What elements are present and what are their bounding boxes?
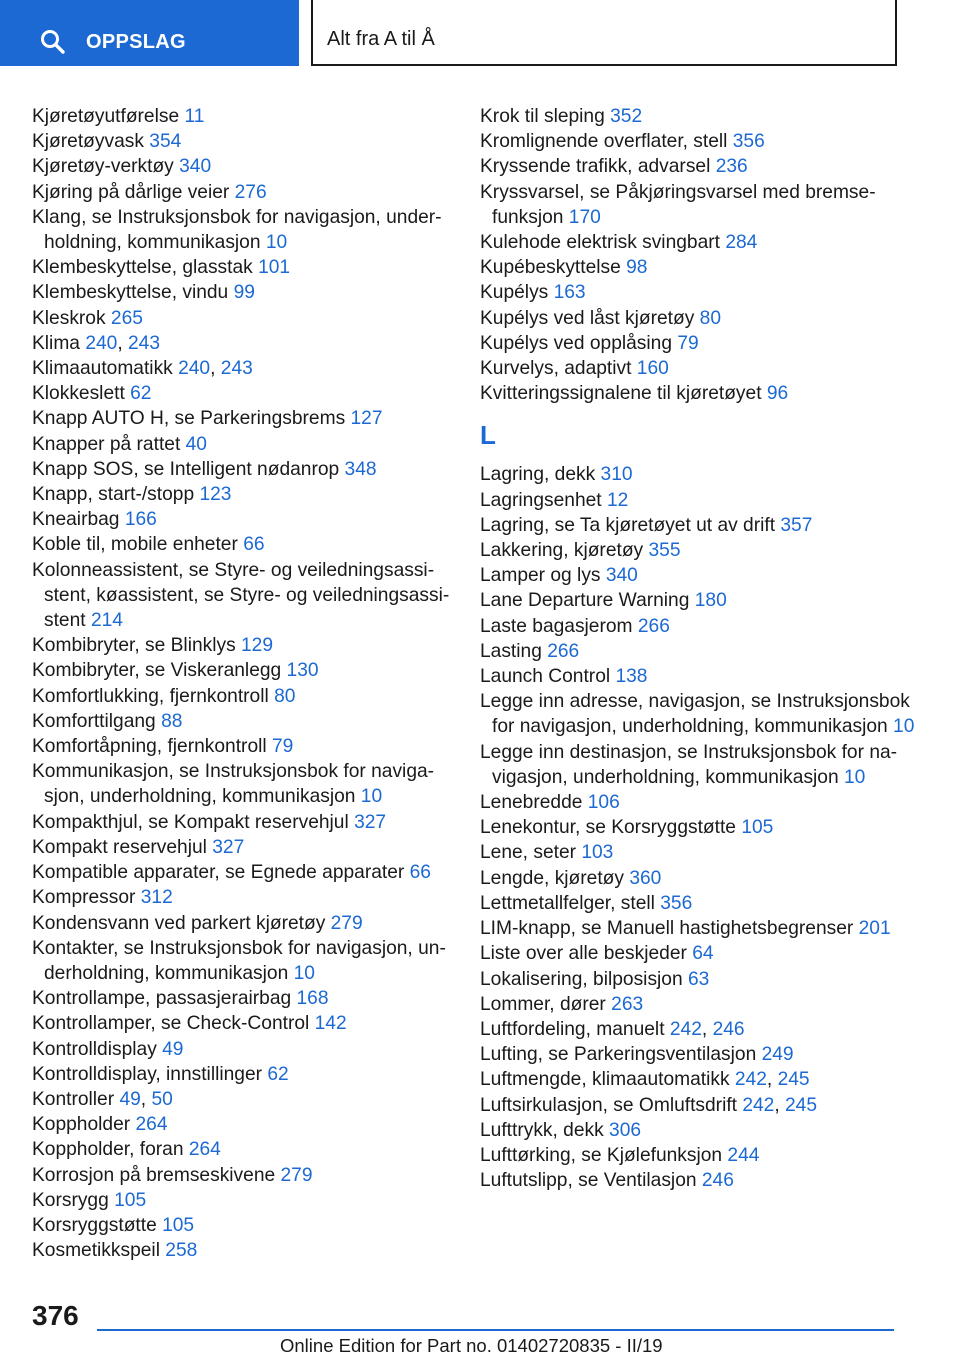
index-entry <box>480 891 925 916</box>
page-reference-link[interactable]: 62 <box>267 1063 289 1085</box>
index-term: Lenebredde <box>480 792 588 814</box>
index-term: Komforttilgang <box>32 710 162 732</box>
search-tab-label: OPPSLAG <box>86 31 186 53</box>
index-term: Lenekontur, se Korsryggstøtte <box>480 817 742 839</box>
index-term: Lakkering, kjøretøy <box>480 540 649 562</box>
page-reference-link[interactable]: 356 <box>660 892 693 914</box>
page-reference-link[interactable]: 306 <box>609 1119 642 1141</box>
index-entry <box>32 1037 452 1062</box>
index-term: Kneairbag <box>32 509 125 531</box>
index-entry <box>32 1137 452 1162</box>
index-entry <box>480 154 925 179</box>
page-reference-link[interactable]: 105 <box>741 817 774 839</box>
index-term: Kompakthjul, se Kompakt reservehjul <box>32 811 355 833</box>
index-term: Kjøretøyvask <box>32 131 150 153</box>
page-reference-link[interactable]: 123 <box>199 484 232 506</box>
page-reference-link[interactable]: 106 <box>587 792 620 814</box>
index-entry <box>32 1213 452 1238</box>
index-entry <box>32 406 452 431</box>
index-term: Lokalisering, bilposisjon <box>480 968 688 990</box>
index-entry <box>480 588 925 613</box>
index-entry <box>480 563 925 588</box>
page-reference-link[interactable]: 10 <box>843 766 866 788</box>
page-reference-link[interactable]: 263 <box>611 993 644 1015</box>
index-entry <box>32 658 452 683</box>
page-reference-link[interactable]: 354 <box>149 131 182 153</box>
index-entry <box>32 180 452 205</box>
index-term: Kontrollamper, se Check-Control <box>32 1013 315 1035</box>
page-reference-link[interactable]: 246 <box>701 1170 734 1192</box>
index-entry: Kontroller 49, 50 <box>32 1088 173 1110</box>
index-term: Kryssende trafikk, advarsel <box>480 156 716 178</box>
page-reference-link[interactable]: 127 <box>350 408 383 430</box>
page-reference-link[interactable]: 66 <box>409 862 431 884</box>
index-term: Korsrygg <box>32 1189 115 1211</box>
index-entry: Klima 240, 243 <box>32 332 161 354</box>
index-entry <box>480 941 925 966</box>
index-term: Klembeskyttelse, vindu <box>32 282 234 304</box>
index-entry <box>480 967 925 992</box>
index-term: Kontrolldisplay <box>32 1038 163 1060</box>
page-reference-link[interactable]: 327 <box>212 836 245 858</box>
index-term: Koppholder, foran <box>32 1139 189 1161</box>
index-entry <box>32 709 452 734</box>
page-reference-link[interactable]: 355 <box>648 540 681 562</box>
page-reference-link[interactable]: 142 <box>314 1013 347 1035</box>
page-reference-link[interactable]: 101 <box>258 257 291 279</box>
index-entry <box>32 936 452 986</box>
index-column-right <box>480 104 925 1193</box>
index-term: Luftfordeling, manuelt <box>480 1018 670 1040</box>
index-term: Lamper og lys <box>480 565 606 587</box>
index-term: Kjøretøyutførelse <box>32 106 185 127</box>
index-entry <box>480 462 925 487</box>
index-entry <box>480 255 925 280</box>
index-entry <box>32 633 452 658</box>
footer-divider <box>97 1329 894 1331</box>
page-reference-link[interactable]: 88 <box>161 710 183 732</box>
page-reference-link[interactable]: 327 <box>354 811 387 833</box>
page-reference-link[interactable]: 348 <box>344 458 377 480</box>
index-entry <box>480 1042 925 1067</box>
index-term: Klokkeslett <box>32 383 131 405</box>
index-entry <box>32 432 452 457</box>
index-entry <box>32 507 452 532</box>
index-entry <box>32 280 452 305</box>
section-letter-heading: L <box>480 420 496 451</box>
page-reference-link[interactable]: 310 <box>600 464 633 486</box>
page-reference-link[interactable]: 80 <box>699 307 722 329</box>
page-reference-link[interactable]: 99 <box>233 282 255 304</box>
page-reference-link[interactable]: 249 <box>761 1044 794 1066</box>
index-term: Legge inn adresse, navigasjon, se Instruksjonsbok for navigasjon, underholdning, kommunikasjon <box>480 691 910 738</box>
index-entry <box>480 1168 925 1193</box>
page-reference-link[interactable]: 130 <box>286 660 319 682</box>
index-term: Legge inn destinasjon, se Instruksjonsbok for navigasjon, underholdning, kommunikasjon <box>480 741 898 788</box>
index-term: Kolonneassistent, se Styre- og veiledningsassistent, køassistent, se Styre- og veiledningsassistent <box>32 559 450 632</box>
index-entry <box>32 1188 452 1213</box>
page-reference-link[interactable]: 79 <box>271 736 294 758</box>
page-reference-link[interactable]: 264 <box>135 1114 168 1136</box>
index-term: Lene, seter <box>480 842 582 864</box>
index-entry <box>32 154 452 179</box>
index-term: Knapp, start-/stopp <box>32 484 200 506</box>
index-term: Koppholder <box>32 1114 136 1136</box>
page-reference-link[interactable]: 245 <box>785 1094 818 1116</box>
index-term: Klima <box>32 332 86 354</box>
page-reference-link[interactable]: 12 <box>606 489 629 511</box>
index-term: Kombibryter, se Viskeranlegg <box>32 660 287 682</box>
index-term: Komfortlukking, fjernkontroll <box>32 685 275 707</box>
index-term: Luftutslipp, se Ventilasjon <box>480 1170 702 1192</box>
index-entry <box>32 734 452 759</box>
index-term: Lufttørking, se Kjølefunksjon <box>480 1144 728 1166</box>
index-entry <box>480 104 925 129</box>
index-term: Koble til, mobile enheter <box>32 534 244 556</box>
index-entry: Luftfordeling, manuelt 242, 246 <box>480 1018 745 1040</box>
index-term: Lagring, dekk <box>480 464 601 486</box>
page-reference-link[interactable]: 170 <box>568 206 601 228</box>
index-term: Lasting <box>480 640 548 662</box>
page-reference-link[interactable]: 266 <box>637 615 670 637</box>
index-term: Lengde, kjøretøy <box>480 867 630 889</box>
index-term: Kontroller <box>32 1088 120 1110</box>
index-term: Liste over alle beskjeder <box>480 943 693 965</box>
index-term: Luftsirkulasjon, se Omluftsdrift <box>480 1094 743 1116</box>
index-entry <box>32 1062 452 1087</box>
page-reference-link[interactable]: 243 <box>220 358 253 380</box>
page-reference-link[interactable]: 64 <box>692 943 714 965</box>
page-reference-link[interactable]: 276 <box>234 181 267 203</box>
index-entry <box>480 331 925 356</box>
page-reference-link[interactable]: 103 <box>581 842 614 864</box>
index-entry: Luftsirkulasjon, se Omluftsdrift 242, 245 <box>480 1094 818 1116</box>
page-reference-link[interactable]: 340 <box>179 156 212 178</box>
index-term: Knapp SOS, se Intelligent nødanrop <box>32 458 345 480</box>
page-reference-link[interactable]: 258 <box>165 1240 198 1262</box>
page-reference-link[interactable]: 10 <box>293 962 315 984</box>
index-term: Kulehode elektrisk svingbart <box>480 232 726 254</box>
index-column-left <box>32 104 452 1263</box>
index-term: Lagring, se Ta kjøretøyet ut av drift <box>480 514 781 536</box>
page-reference-link[interactable]: 98 <box>626 257 648 279</box>
page-reference-link[interactable]: 266 <box>547 640 580 662</box>
index-term: Kromlignende overflater, stell <box>480 131 733 153</box>
page-number: 376 <box>32 1300 79 1331</box>
index-term: Kontakter, se Instruksjonsbok for navigasjon, underholdning, kommunikasjon <box>32 937 446 984</box>
index-group-l <box>480 462 925 1193</box>
index-entry <box>32 205 452 255</box>
page-reference-link[interactable]: 284 <box>725 232 758 254</box>
page-reference-link[interactable]: 105 <box>114 1189 147 1211</box>
page-reference-link[interactable]: 96 <box>766 383 789 405</box>
index-term: Luftmengde, klimaautomatikk <box>480 1069 735 1091</box>
index-entry <box>480 129 925 154</box>
page-reference-link[interactable]: 242 <box>669 1018 702 1040</box>
index-term: Klembeskyttelse, glasstak <box>32 257 259 279</box>
page-reference-link[interactable]: 11 <box>184 106 205 127</box>
index-term: Lommer, dører <box>480 993 612 1015</box>
header-bar <box>0 0 960 66</box>
index-entry <box>32 1112 452 1137</box>
index-entry <box>480 614 925 639</box>
index-term: Knapp AUTO H, se Parkeringsbrems <box>32 408 351 430</box>
page-reference-link[interactable]: 240 <box>85 332 118 354</box>
index-term: Kontrollampe, passasjerairbag <box>32 988 297 1010</box>
index-term: Kompakt reservehjul <box>32 836 213 858</box>
index-term: Kompatible apparater, se Egnede apparater <box>32 862 410 884</box>
index-term: Klimaautomatikk <box>32 358 179 380</box>
page-reference-link[interactable]: 10 <box>265 232 288 254</box>
page-reference-link[interactable]: 244 <box>727 1144 760 1166</box>
index-term: Lufttrykk, dekk <box>480 1119 610 1141</box>
index-entry <box>32 835 452 860</box>
page-reference-link[interactable]: 279 <box>280 1164 313 1186</box>
index-entry <box>480 306 925 331</box>
index-term: Kondensvann ved parkert kjøretøy <box>32 912 331 934</box>
index-entry <box>480 280 925 305</box>
page-reference-link[interactable]: 168 <box>296 988 329 1010</box>
index-entry <box>480 790 925 815</box>
index-entry <box>32 860 452 885</box>
index-term: Kryssvarsel, se Påkjøringsvarsel med bremsefunksjon <box>480 181 876 228</box>
index-term: Korsryggstøtte <box>32 1214 163 1236</box>
index-entry <box>480 740 925 790</box>
index-entry <box>32 532 452 557</box>
index-entry <box>480 689 925 739</box>
index-entry <box>480 639 925 664</box>
page-reference-link[interactable]: 240 <box>178 358 211 380</box>
index-entry <box>480 866 925 891</box>
page-reference-link[interactable]: 265 <box>110 307 143 329</box>
page-reference-link[interactable]: 356 <box>732 131 765 153</box>
page-reference-link[interactable]: 40 <box>185 433 207 455</box>
index-entry <box>480 356 925 381</box>
page-reference-link[interactable]: 163 <box>553 282 586 304</box>
index-term: Launch Control <box>480 666 616 688</box>
index-term: Kosmetikkspeil <box>32 1240 166 1262</box>
index-entry <box>480 381 925 406</box>
index-entry <box>480 230 925 255</box>
index-entry <box>32 885 452 910</box>
page-reference-link[interactable]: 264 <box>188 1139 221 1161</box>
page-reference-link[interactable]: 80 <box>274 685 296 707</box>
page-reference-link[interactable]: 340 <box>605 565 638 587</box>
index-term: Kupélys ved opplåsing <box>480 332 678 354</box>
index-term: Kupélys <box>480 282 554 304</box>
page-reference-link[interactable]: 357 <box>780 514 813 536</box>
section-title-tab[interactable] <box>311 0 897 66</box>
index-term: Korrosjon på bremseskivene <box>32 1164 281 1186</box>
index-term: Kleskrok <box>32 307 111 329</box>
index-entry <box>32 482 452 507</box>
index-entry <box>32 684 452 709</box>
index-term: LIM-knapp, se Manuell hastighetsbegrenser <box>480 918 859 940</box>
page-reference-link[interactable]: 243 <box>128 332 161 354</box>
index-entry <box>480 488 925 513</box>
index-entry <box>32 457 452 482</box>
index-entry <box>480 513 925 538</box>
index-entry: Luftmengde, klimaautomatikk 242, 245 <box>480 1069 810 1091</box>
page-reference-link[interactable]: 360 <box>629 867 662 889</box>
page-reference-link[interactable]: 49 <box>162 1038 184 1060</box>
index-term: Lagringsenhet <box>480 489 607 511</box>
index-entry <box>480 840 925 865</box>
page-reference-link[interactable]: 10 <box>360 786 383 808</box>
page-reference-link[interactable]: 214 <box>90 610 123 632</box>
index-entry <box>32 1163 452 1188</box>
page-reference-link[interactable]: 242 <box>742 1094 775 1116</box>
index-term: Komfortåpning, fjernkontroll <box>32 736 272 758</box>
page-reference-link[interactable]: 279 <box>330 912 363 934</box>
page-reference-link[interactable]: 180 <box>694 590 727 612</box>
index-term: Kurvelys, adaptivt <box>480 358 637 380</box>
index-entry <box>32 255 452 280</box>
index-term: Lufting, se Parkeringsventilasjon <box>480 1044 762 1066</box>
page-reference-link[interactable]: 236 <box>715 156 748 178</box>
index-group-k <box>480 104 925 406</box>
index-term: Kjøretøy-verktøy <box>32 156 180 178</box>
search-tab[interactable] <box>0 0 299 66</box>
index-term: Lettmetallfelger, stell <box>480 892 661 914</box>
index-entry <box>32 381 452 406</box>
index-entry <box>480 1143 925 1168</box>
index-entry <box>32 911 452 936</box>
page-reference-link[interactable]: 79 <box>677 332 699 354</box>
index-entry <box>32 129 452 154</box>
index-entry <box>32 986 452 1011</box>
index-term: Laste bagasjerom <box>480 615 638 637</box>
index-entry <box>480 1118 925 1143</box>
index-entry <box>32 558 452 634</box>
index-entry <box>32 306 452 331</box>
index-entry <box>480 992 925 1017</box>
footer-edition-text: Online Edition for Part no. 01402720835 - II/19 <box>280 1335 663 1356</box>
page-reference-link[interactable]: 138 <box>615 666 648 688</box>
page-reference-link[interactable]: 246 <box>712 1018 745 1040</box>
page-reference-link[interactable]: 62 <box>130 383 152 405</box>
index-entry <box>480 538 925 563</box>
page-reference-link[interactable]: 63 <box>687 968 710 990</box>
page-reference-link[interactable]: 66 <box>243 534 265 556</box>
index-term: Kombibryter, se Blinklys <box>32 635 242 657</box>
index-term: Klang, se Instruksjonsbok for navigasjon, underholdning, kommunikasjon <box>32 206 442 254</box>
index-term: Kommunikasjon, se Instruksjonsbok for navigasjon, underholdning, kommunikasjon <box>32 761 435 808</box>
index-entry <box>32 1238 452 1263</box>
index-term: Kompressor <box>32 887 141 909</box>
page-reference-link[interactable]: 129 <box>241 635 274 657</box>
section-title: Alt fra A til Å <box>327 28 435 50</box>
page-reference-link[interactable]: 166 <box>124 509 157 531</box>
index-entry <box>32 759 452 809</box>
index-term: Kupélys ved låst kjøretøy <box>480 307 700 329</box>
page-reference-link[interactable]: 242 <box>734 1069 767 1091</box>
index-entry <box>480 180 925 230</box>
index-entry <box>32 1011 452 1036</box>
page-reference-link[interactable]: 352 <box>610 106 643 127</box>
page-reference-link[interactable]: 49 <box>119 1088 141 1110</box>
index-term: Lane Departure Warning <box>480 590 695 612</box>
page-reference-link[interactable]: 105 <box>162 1214 195 1236</box>
search-icon <box>40 29 66 55</box>
index-term: Kupébeskyttelse <box>480 257 627 279</box>
index-entry <box>32 104 452 129</box>
page-reference-link[interactable]: 245 <box>777 1069 810 1091</box>
index-entry: Klimaautomatikk 240, 243 <box>32 358 253 380</box>
index-entry <box>480 664 925 689</box>
index-entry <box>32 810 452 835</box>
page-reference-link[interactable]: 312 <box>140 887 173 909</box>
index-term: Kvitteringssignalene til kjøretøyet <box>480 383 767 405</box>
page-reference-link[interactable]: 160 <box>636 358 669 380</box>
page-reference-link[interactable]: 201 <box>858 918 891 940</box>
index-term: Knapper på rattet <box>32 433 186 455</box>
index-term: Krok til sleping <box>480 106 611 127</box>
index-entry <box>480 815 925 840</box>
index-term: Kjøring på dårlige veier <box>32 181 235 203</box>
index-term: Kontrolldisplay, innstillinger <box>32 1063 268 1085</box>
page-reference-link[interactable]: 50 <box>151 1088 173 1110</box>
index-entry <box>480 916 925 941</box>
page-reference-link[interactable]: 10 <box>893 716 915 738</box>
